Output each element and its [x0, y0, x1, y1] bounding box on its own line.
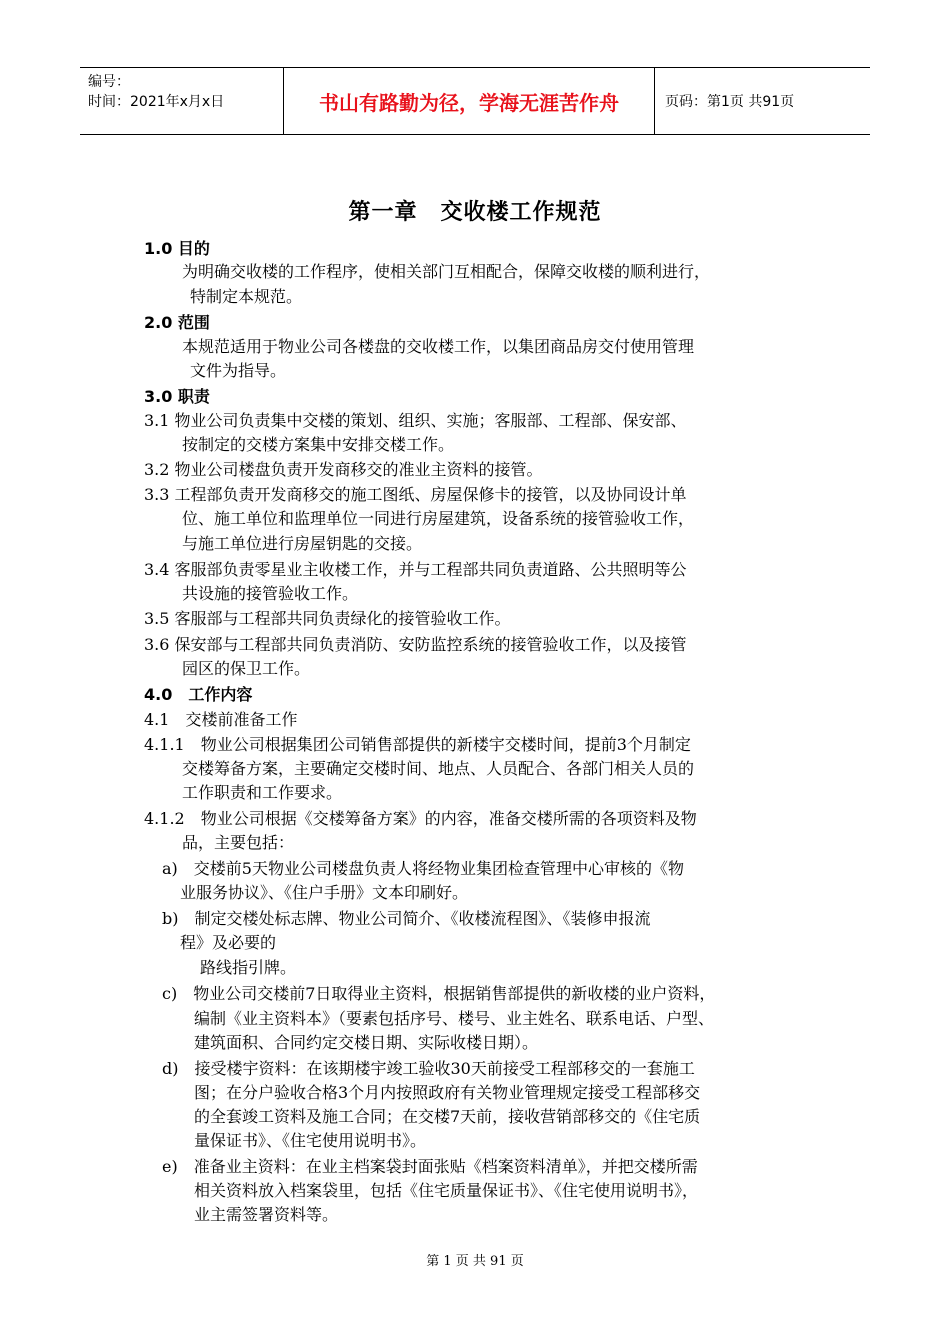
- body-line: d) 接受楼宇资料：在该期楼宇竣工验收30天前接受工程部移交的一套施工: [162, 1059, 695, 1078]
- body-line: 编制《业主资料本》（要素包括序号、楼号、业主姓名、联系电话、户型、: [194, 1009, 715, 1028]
- body-line: 园区的保卫工作。: [182, 659, 311, 678]
- body-line: 建筑面积、合同约定交楼日期、实际收楼日期）。: [194, 1033, 539, 1052]
- document-number-label: 编号：: [88, 74, 130, 90]
- header-page-info: 页码：第1页 共91页: [665, 94, 795, 110]
- body-line: 4.1 交楼前准备工作: [144, 710, 298, 729]
- chapter-title: 第一章 交收楼工作规范: [348, 200, 602, 225]
- body-line: 业主需签署资料等。: [194, 1205, 339, 1224]
- body-line: 文件为指导。: [190, 361, 287, 380]
- body-line: 与施工单位进行房屋钥匙的交接。: [182, 534, 423, 553]
- body-line: 3.5 客服部与工程部共同负责绿化的接管验收工作。: [144, 609, 511, 628]
- body-line: 3.4 客服部负责零星业主收楼工作，并与工程部共同负责道路、公共照明等公: [144, 560, 687, 579]
- body-line: c) 物业公司交楼前7日取得业主资料，根据销售部提供的新收楼的业户资料，: [162, 984, 716, 1003]
- body-line: 业服务协议》、《住户手册》文本印刷好。: [180, 883, 469, 902]
- body-line: 按制定的交楼方案集中安排交楼工作。: [182, 435, 455, 454]
- body-line: a) 交楼前5天物业公司楼盘负责人将经物业集团检查管理中心审核的《物: [162, 859, 684, 878]
- body-line: 路线指引牌。: [200, 958, 297, 977]
- body-line: 图；在分户验收合格3个月内按照政府有关物业管理规定接受工程部移交: [194, 1083, 701, 1102]
- body-line: 相关资料放入档案袋里，包括《住宅质量保证书》、《住宅使用说明书》，: [194, 1181, 699, 1200]
- body-line: 共设施的接管验收工作。: [182, 584, 359, 603]
- body-line: 位、施工单位和监理单位一同进行房屋建筑，设备系统的接管验收工作，: [182, 509, 695, 528]
- body-line: 3.2 物业公司楼盘负责开发商移交的准业主资料的接管。: [144, 460, 543, 479]
- body-line: 品，主要包括：: [182, 833, 295, 852]
- body-line: 程》及必要的: [180, 933, 277, 952]
- body-line: 交楼筹备方案，主要确定交楼时间、地点、人员配合、各部门相关人员的: [182, 759, 695, 778]
- body-line: 工作职责和工作要求。: [182, 783, 343, 802]
- header-table: [80, 67, 870, 135]
- body-line: 4.1.1 物业公司根据集团公司销售部提供的新楼宇交楼时间，提前3个月制定: [144, 735, 691, 754]
- document-date-label: 时间：2021年x月x日: [88, 94, 225, 110]
- section-heading: 3.0 职责: [144, 387, 210, 406]
- body-line: 3.1 物业公司负责集中交楼的策划、组织、实施；客服部、工程部、保安部、: [144, 411, 687, 430]
- body-line: 4.1.2 物业公司根据《交楼筹备方案》的内容，准备交楼所需的各项资料及物: [144, 809, 697, 828]
- header-left-cell: [80, 68, 283, 134]
- body-line: 特制定本规范。: [190, 287, 303, 306]
- page-footer: 第 1 页 共 91 页: [426, 1254, 524, 1269]
- body-line: b) 制定交楼处标志牌、物业公司简介、《收楼流程图》、《装修申报流: [162, 909, 651, 928]
- body-line: 3.3 工程部负责开发商移交的施工图纸、房屋保修卡的接管，以及协同设计单: [144, 485, 687, 504]
- body-line: 为明确交收楼的工作程序，使相关部门互相配合，保障交收楼的顺利进行，: [182, 262, 711, 281]
- body-line: e) 准备业主资料：在业主档案袋封面张贴《档案资料清单》，并把交楼所需: [162, 1157, 698, 1176]
- section-heading: 4.0 工作内容: [144, 685, 253, 704]
- header-motto: 书山有路勤为径，学海无涯苦作舟: [283, 68, 655, 134]
- section-heading: 1.0 目的: [144, 239, 210, 258]
- body-line: 3.6 保安部与工程部共同负责消防、安防监控系统的接管验收工作，以及接管: [144, 635, 687, 654]
- body-line: 量保证书》、《住宅使用说明书》。: [194, 1131, 427, 1150]
- body-line: 本规范适用于物业公司各楼盘的交收楼工作，以集团商品房交付使用管理: [182, 337, 695, 356]
- body-line: 的全套竣工资料及施工合同；在交楼7天前，接收营销部移交的《住宅质: [194, 1107, 701, 1126]
- section-heading: 2.0 范围: [144, 313, 210, 332]
